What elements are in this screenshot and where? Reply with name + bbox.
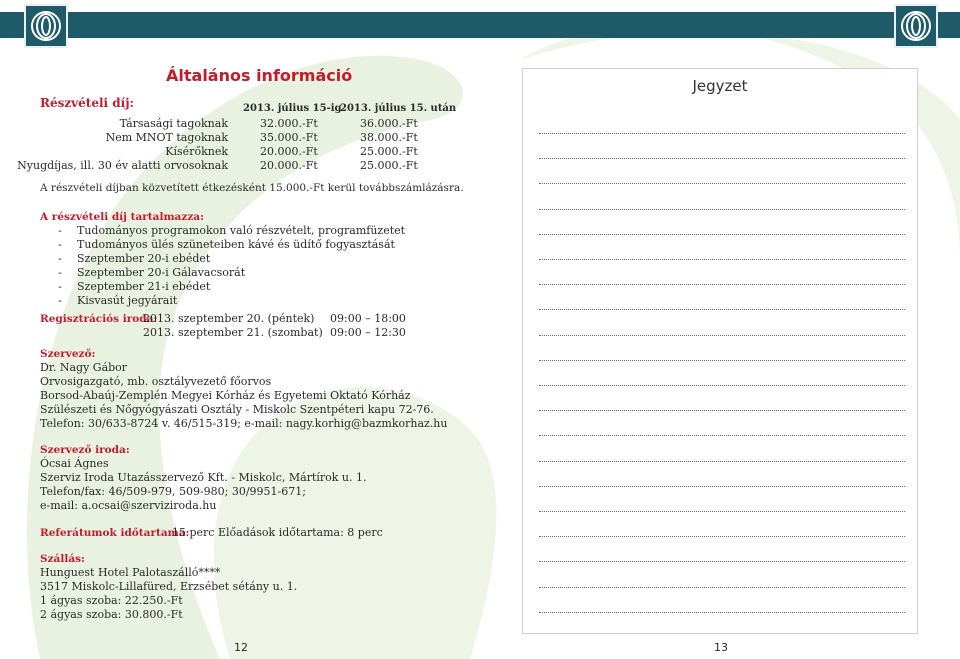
note-line bbox=[539, 158, 905, 159]
note-line bbox=[539, 587, 905, 588]
fee-row-name: Nem MNOT tagoknak bbox=[105, 131, 228, 144]
includes-label: A részvételi díj tartalmazza: bbox=[40, 211, 204, 223]
note-line bbox=[539, 435, 905, 436]
list-item: Tudományos programokon való részvételt, programfüzetet bbox=[77, 224, 406, 237]
fee-row-v1: 35.000.-Ft bbox=[260, 131, 318, 144]
lodging-label: Szállás: bbox=[40, 553, 85, 565]
fee-row-v2: 38.000.-Ft bbox=[360, 131, 418, 144]
list-item: Tudományos ülés szüneteiben kávé és üdítő fogyasztását bbox=[77, 238, 395, 251]
note-line bbox=[539, 385, 905, 386]
registration-label: Regisztrációs iroda: bbox=[40, 313, 158, 325]
organizer-label: Szervező: bbox=[40, 348, 96, 360]
organizer-line: Dr. Nagy Gábor bbox=[40, 361, 128, 374]
note-line bbox=[539, 360, 905, 361]
list-item: Szeptember 20-i Gálavacsorát bbox=[77, 266, 246, 279]
lodging-line: 1 ágyas szoba: 22.250.-Ft bbox=[40, 594, 183, 607]
note-line bbox=[539, 133, 905, 134]
fee-row-v1: 20.000.-Ft bbox=[260, 145, 318, 158]
page-number-right: 13 bbox=[714, 641, 728, 654]
talks-label: Referátumok időtartama: bbox=[40, 527, 190, 539]
list-dash: - bbox=[58, 238, 62, 251]
list-dash: - bbox=[58, 252, 62, 265]
list-item: Kisvasút jegyárait bbox=[77, 294, 178, 307]
fee-row-name: Nyugdíjas, ill. 30 év alatti orvosoknak bbox=[17, 159, 228, 172]
note-line bbox=[539, 284, 905, 285]
note-line bbox=[539, 335, 905, 336]
note-line bbox=[539, 209, 905, 210]
note-line bbox=[539, 183, 905, 184]
office-label: Szervező iroda: bbox=[40, 444, 130, 456]
note-line bbox=[539, 461, 905, 462]
talks-text: 15 perc Előadások időtartama: 8 perc bbox=[172, 526, 383, 539]
logo-left bbox=[24, 4, 68, 48]
list-dash: - bbox=[58, 280, 62, 293]
notes-title: Jegyzet bbox=[692, 77, 748, 95]
note-line bbox=[539, 309, 905, 310]
note-line bbox=[539, 536, 905, 537]
office-line: Telefon/fax: 46/509-979, 509-980; 30/9951-671; bbox=[40, 485, 306, 498]
list-item: Szeptember 21-i ebédet bbox=[77, 280, 211, 293]
logo-emblem-icon bbox=[30, 10, 62, 42]
note-line bbox=[539, 259, 905, 260]
office-line: Szerviz Iroda Utazásszervező Kft. - Miskolc, Mártírok u. 1. bbox=[40, 471, 367, 484]
organizer-line: Telefon: 30/633-8724 v. 46/515-319; e-mail: nagy.korhig@bazmkorhaz.hu bbox=[40, 417, 448, 430]
fees-label: Részvételi díj: bbox=[40, 96, 134, 110]
fees-col2-header: 2013. július 15. után bbox=[340, 103, 457, 114]
organizer-line: Borsod-Abaúj-Zemplén Megyei Kórház és Egyetemi Oktató Kórház bbox=[40, 389, 411, 402]
office-line: e-mail: a.ocsai@szerviziroda.hu bbox=[40, 499, 217, 512]
notes-panel bbox=[522, 68, 918, 634]
note-line bbox=[539, 410, 905, 411]
registration-time2: 09:00 – 12:30 bbox=[330, 326, 406, 339]
registration-day1: 2013. szeptember 20. (péntek) bbox=[143, 312, 315, 325]
lodging-line: 2 ágyas szoba: 30.800.-Ft bbox=[40, 608, 183, 621]
lodging-line: 3517 Miskolc-Lillafüred, Erzsébet sétány u. 1. bbox=[40, 580, 298, 593]
page-title: Általános információ bbox=[166, 66, 353, 85]
top-bar bbox=[0, 12, 960, 38]
fee-row-name: Társasági tagoknak bbox=[119, 117, 228, 130]
organizer-line: Szülészeti és Nőgyógyászati Osztály - Miskolc Szentpéteri kapu 72-76. bbox=[40, 403, 434, 416]
fee-row-v1: 20.000.-Ft bbox=[260, 159, 318, 172]
logo-right bbox=[894, 4, 938, 48]
fee-row-name: Kísérőknek bbox=[165, 145, 228, 158]
list-item: Szeptember 20-i ebédet bbox=[77, 252, 211, 265]
fee-row-v2: 36.000.-Ft bbox=[360, 117, 418, 130]
organizer-line: Orvosigazgató, mb. osztályvezető főorvos bbox=[40, 375, 272, 388]
list-dash: - bbox=[58, 294, 62, 307]
fee-row-v1: 32.000.-Ft bbox=[260, 117, 318, 130]
note-line bbox=[539, 511, 905, 512]
office-line: Ócsai Ágnes bbox=[40, 457, 109, 470]
lodging-line: Hunguest Hotel Palotaszálló**** bbox=[40, 566, 221, 579]
logo-emblem-icon bbox=[900, 10, 932, 42]
note-line bbox=[539, 612, 905, 613]
fees-col1-header: 2013. július 15-ig bbox=[243, 103, 342, 114]
note-line bbox=[539, 486, 905, 487]
registration-time1: 09:00 – 18:00 bbox=[330, 312, 406, 325]
list-dash: - bbox=[58, 266, 62, 279]
fees-note: A részvételi díjban közvetített étkezésként 15.000.-Ft kerül továbbszámlázásra. bbox=[40, 182, 464, 194]
fee-row-v2: 25.000.-Ft bbox=[360, 159, 418, 172]
registration-day2: 2013. szeptember 21. (szombat) bbox=[143, 326, 323, 339]
list-dash: - bbox=[58, 224, 62, 237]
note-line bbox=[539, 234, 905, 235]
page-number-left: 12 bbox=[234, 641, 248, 654]
note-line bbox=[539, 561, 905, 562]
fee-row-v2: 25.000.-Ft bbox=[360, 145, 418, 158]
